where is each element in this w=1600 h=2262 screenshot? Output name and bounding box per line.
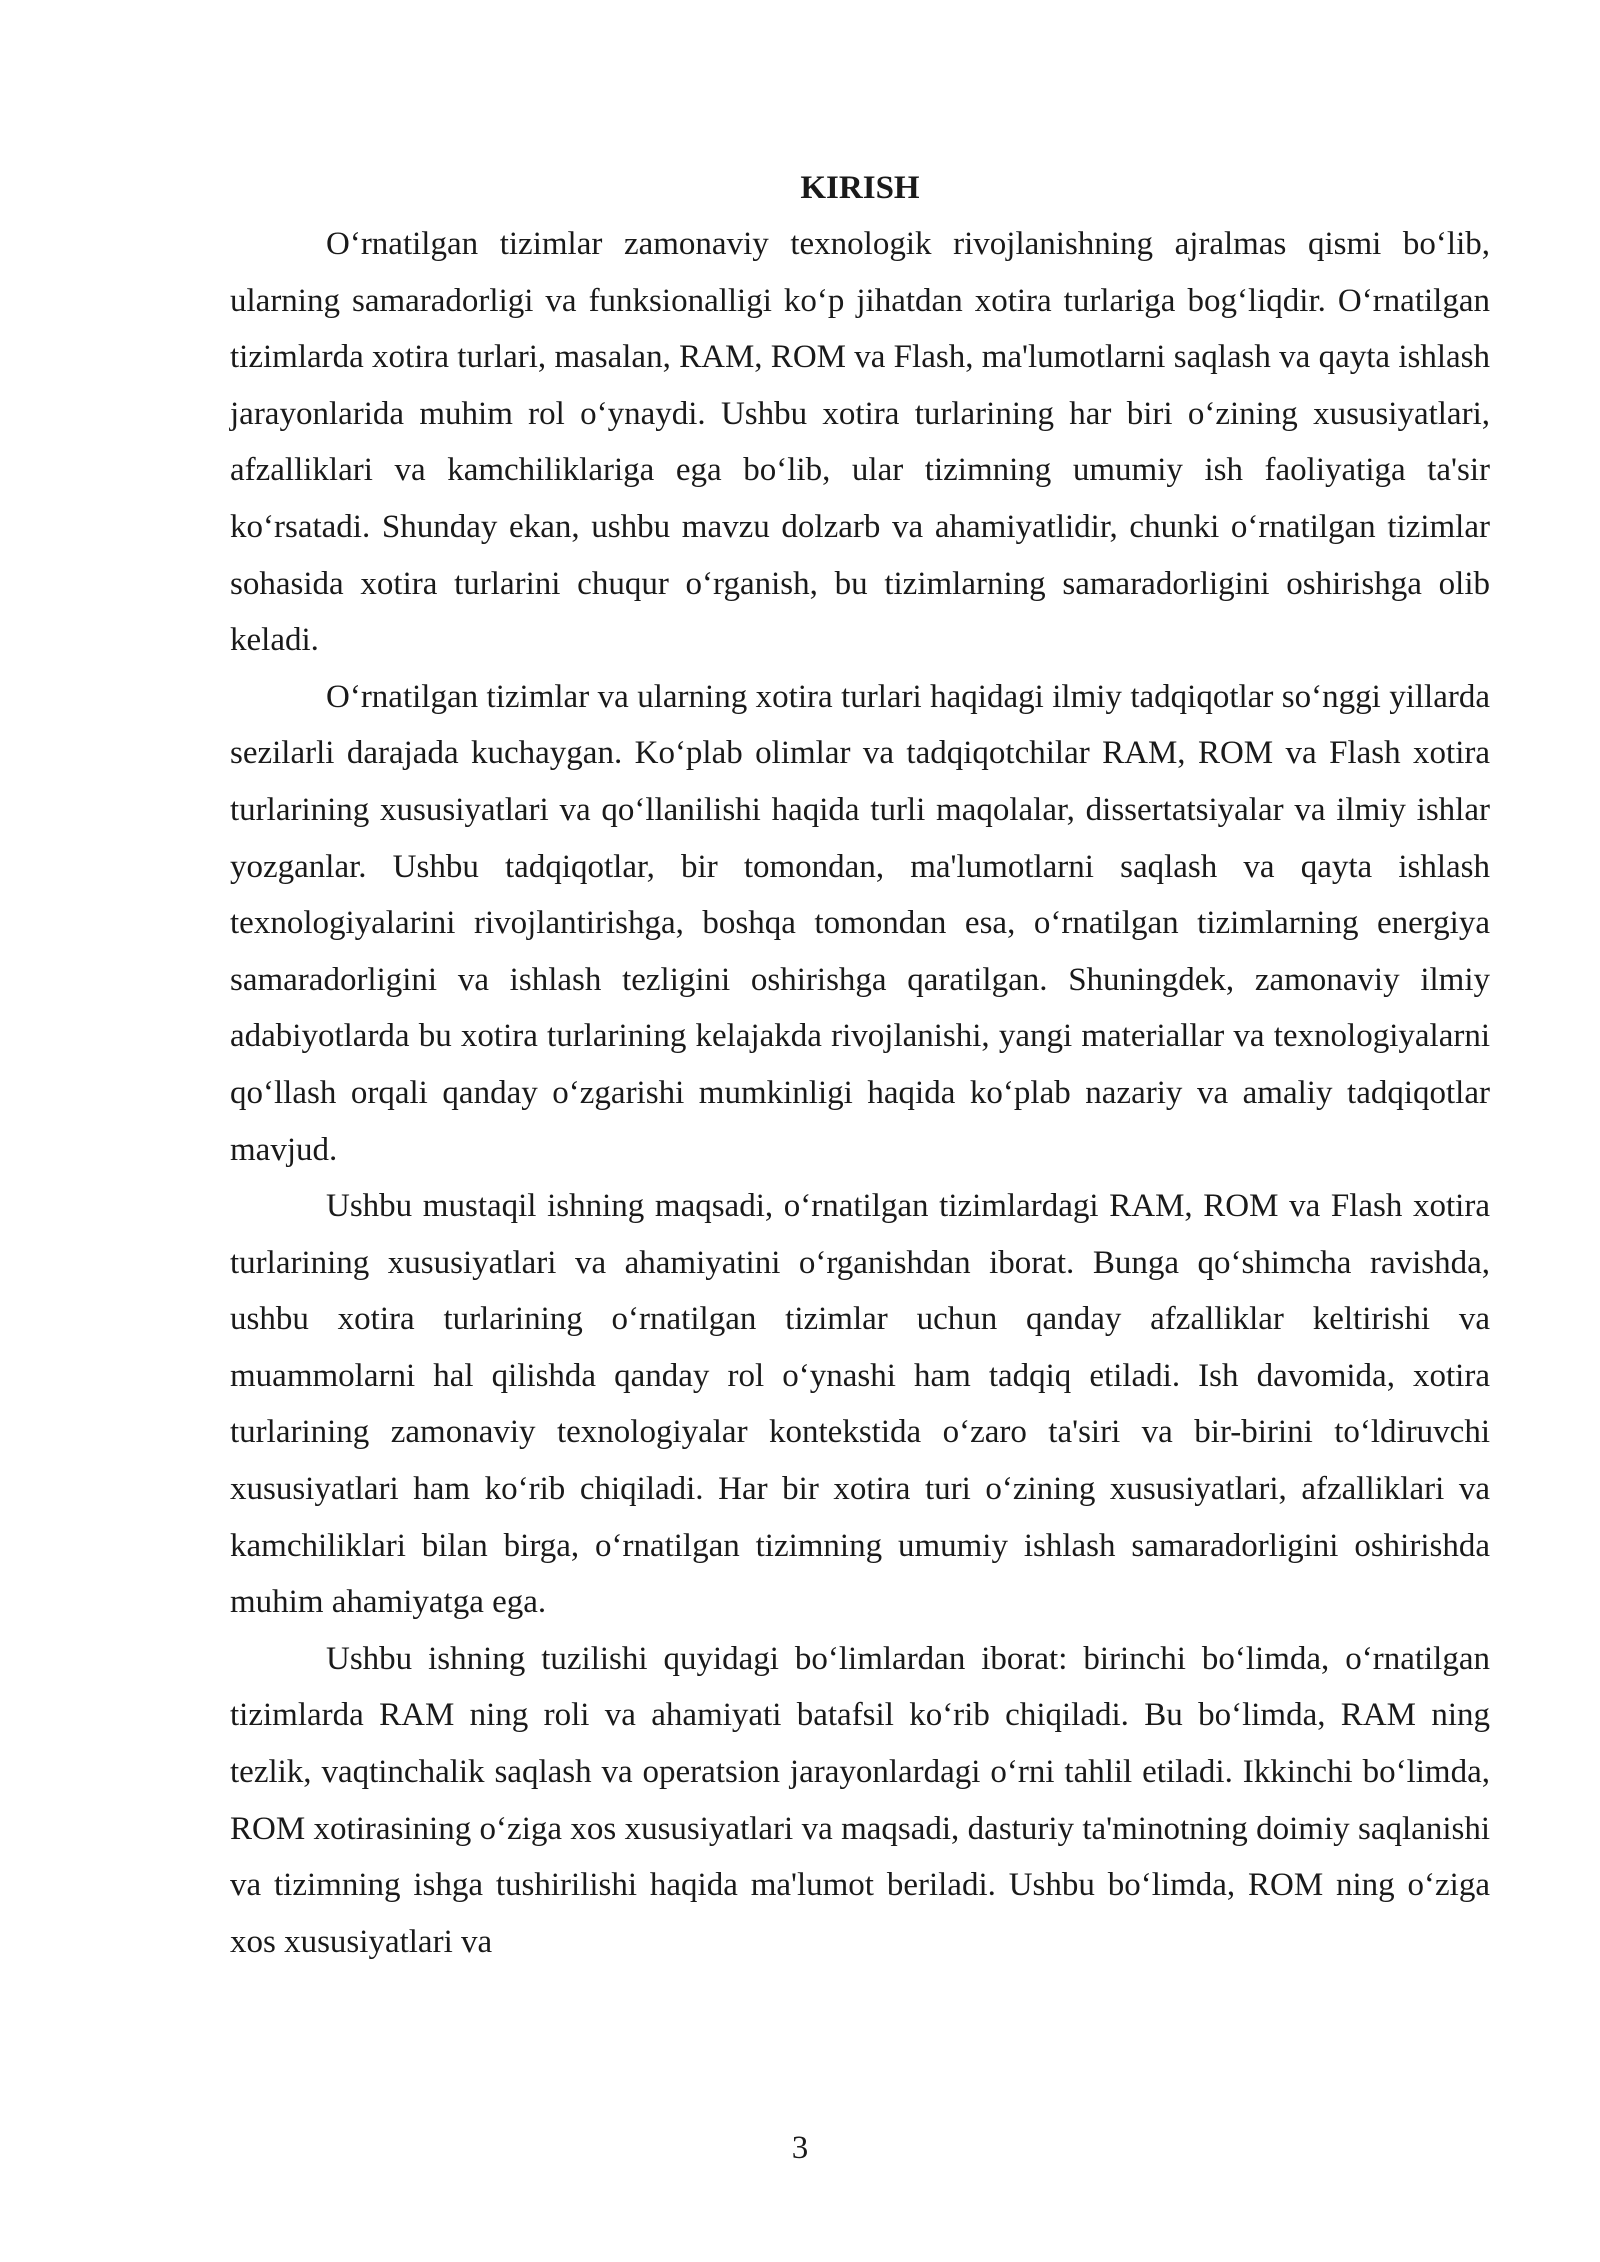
document-page	[230, 160, 1490, 1970]
paragraph-1: O‘rnatilgan tizimlar zamonaviy texnologik rivojlanishning ajralmas qismi bo‘lib, ularning samaradorligi va funksionalligi ko‘p jihatdan xotira turlariga bog‘liqdir. O‘rnatilgan tizimlarda xotira turlari, masalan, RAM, ROM va Flash, ma'lumotlarni saqlash va qayta ishlash jarayonlarida muhim rol o‘ynaydi. Ushbu xotira turlarining har biri o‘zining xususiyatlari, afzalliklari va kamchiliklariga ega bo‘lib, ular tizimning umumiy ish faoliyatiga ta'sir ko‘rsatadi. Shunday ekan, ushbu mavzu dolzarb va ahamiyatlidir, chunki o‘rnatilgan tizimlar sohasida xotira turlarini chuqur o‘rganish, bu tizimlarning samaradorligini oshirishga olib keladi.	[230, 226, 1490, 659]
page-number: 3	[791, 2130, 809, 2166]
paragraph-4: Ushbu ishning tuzilishi quyidagi bo‘limlardan iborat: birinchi bo‘limda, o‘rnatilgan tizimlarda RAM ning roli va ahamiyati batafsil ko‘rib chiqiladi. Bu bo‘limda, RAM ning tezlik, vaqtinchalik saqlash va operatsion jarayonlardagi o‘rni tahlil etiladi. Ikkinchi bo‘limda, ROM xotirasining o‘ziga xos xususiyatlari va maqsadi, dasturiy ta'minotning doimiy saqlanishi va tizimning ishga tushirilishi haqida ma'lumot beriladi. Ushbu bo‘limda, ROM ning o‘ziga xos xususiyatlari va	[230, 1640, 1490, 1960]
paragraph-3: Ushbu mustaqil ishning maqsadi, o‘rnatilgan tizimlardagi RAM, ROM va Flash xotira turlarining xususiyatlari va ahamiyatini o‘rganishdan iborat. Bunga qo‘shimcha ravishda, ushbu xotira turlarining o‘rnatilgan tizimlar uchun qanday afzalliklar keltirishi va muammolarni hal qilishda qanday rol o‘ynashi ham tadqiq etiladi. Ish davomida, xotira turlarining zamonaviy texnologiyalar kontekstida o‘zaro ta'siri va bir-birini to‘ldiruvchi xususiyatlari ham ko‘rib chiqiladi. Har bir xotira turi o‘zining xususiyatlari, afzalliklari va kamchiliklari bilan birga, o‘rnatilgan tizimning umumiy ishlash samaradorligini oshirishda muhim ahamiyatga ega.	[230, 1188, 1490, 1621]
page-title: KIRISH	[800, 170, 920, 206]
paragraph-2: O‘rnatilgan tizimlar va ularning xotira turlari haqidagi ilmiy tadqiqotlar so‘nggi yillarda sezilarli darajada kuchaygan. Ko‘plab olimlar va tadqiqotchilar RAM, ROM va Flash xotira turlarining xususiyatlari va qo‘llanilishi haqida turli maqolalar, dissertatsiyalar va ilmiy ishlar yozganlar. Ushbu tadqiqotlar, bir tomondan, ma'lumotlarni saqlash va qayta ishlash texnologiyalarini rivojlantirishga, boshqa tomondan esa, o‘rnatilgan tizimlarning energiya samaradorligini va ishlash tezligini oshirishga qaratilgan. Shuningdek, zamonaviy ilmiy adabiyotlarda bu xotira turlarining kelajakda rivojlanishi, yangi materiallar va texnologiyalarni qo‘llash orqali qanday o‘zgarishi mumkinligi haqida ko‘plab nazariy va amaliy tadqiqotlar mavjud.	[230, 678, 1490, 1168]
